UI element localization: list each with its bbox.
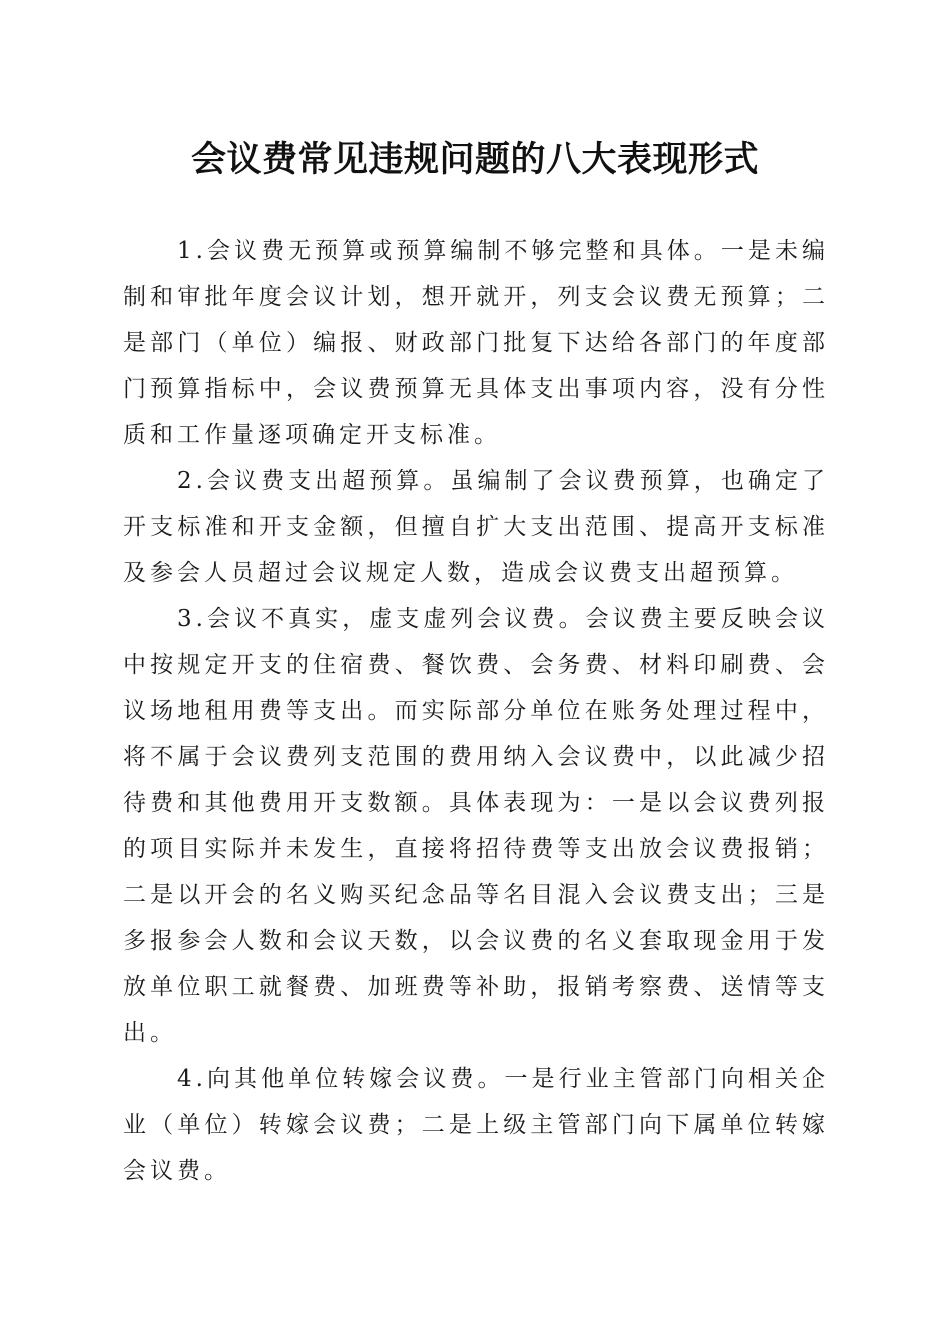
document-body bbox=[123, 228, 829, 1194]
paragraph-3: 3.会议不真实，虚支虚列会议费。会议费主要反映会议中按规定开支的住宿费、餐饮费、会务费、材料印刷费、会议场地租用费等支出。而实际部分单位在账务处理过程中，将不属于会议费列支范围的费用纳入会议费中，以此减少招待费和其他费用开支数额。具体表现为：一是以会议费列报的项目实际并未发生，直接将招待费等支出放会议费报销；二是以开会的名义购买纪念品等名目混入会议费支出；三是多报参会人数和会议天数，以会议费的名义套取现金用于发放单位职工就餐费、加班费等补助，报销考察费、送情等支出。 bbox=[123, 606, 829, 1046]
paragraph-4: 4.向其他单位转嫁会议费。一是行业主管部门向相关企业（单位）转嫁会议费；二是上级主管部门向下属单位转嫁会议费。 bbox=[123, 1066, 829, 1184]
document-title: 会议费常见违规问题的八大表现形式 bbox=[190, 139, 759, 180]
paragraph-1: 1.会议费无预算或预算编制不够完整和具体。一是未编制和审批年度会议计划，想开就开，列支会议费无预算；二是部门（单位）编报、财政部门批复下达给各部门的年度部门预算指标中，会议费预算无具体支出事项内容，没有分性质和工作量逐项确定开支标准。 bbox=[123, 238, 829, 448]
paragraph-2: 2.会议费支出超预算。虽编制了会议费预算，也确定了开支标准和开支金额，但擅自扩大支出范围、提高开支标准及参会人员超过会议规定人数，造成会议费支出超预算。 bbox=[123, 468, 829, 586]
